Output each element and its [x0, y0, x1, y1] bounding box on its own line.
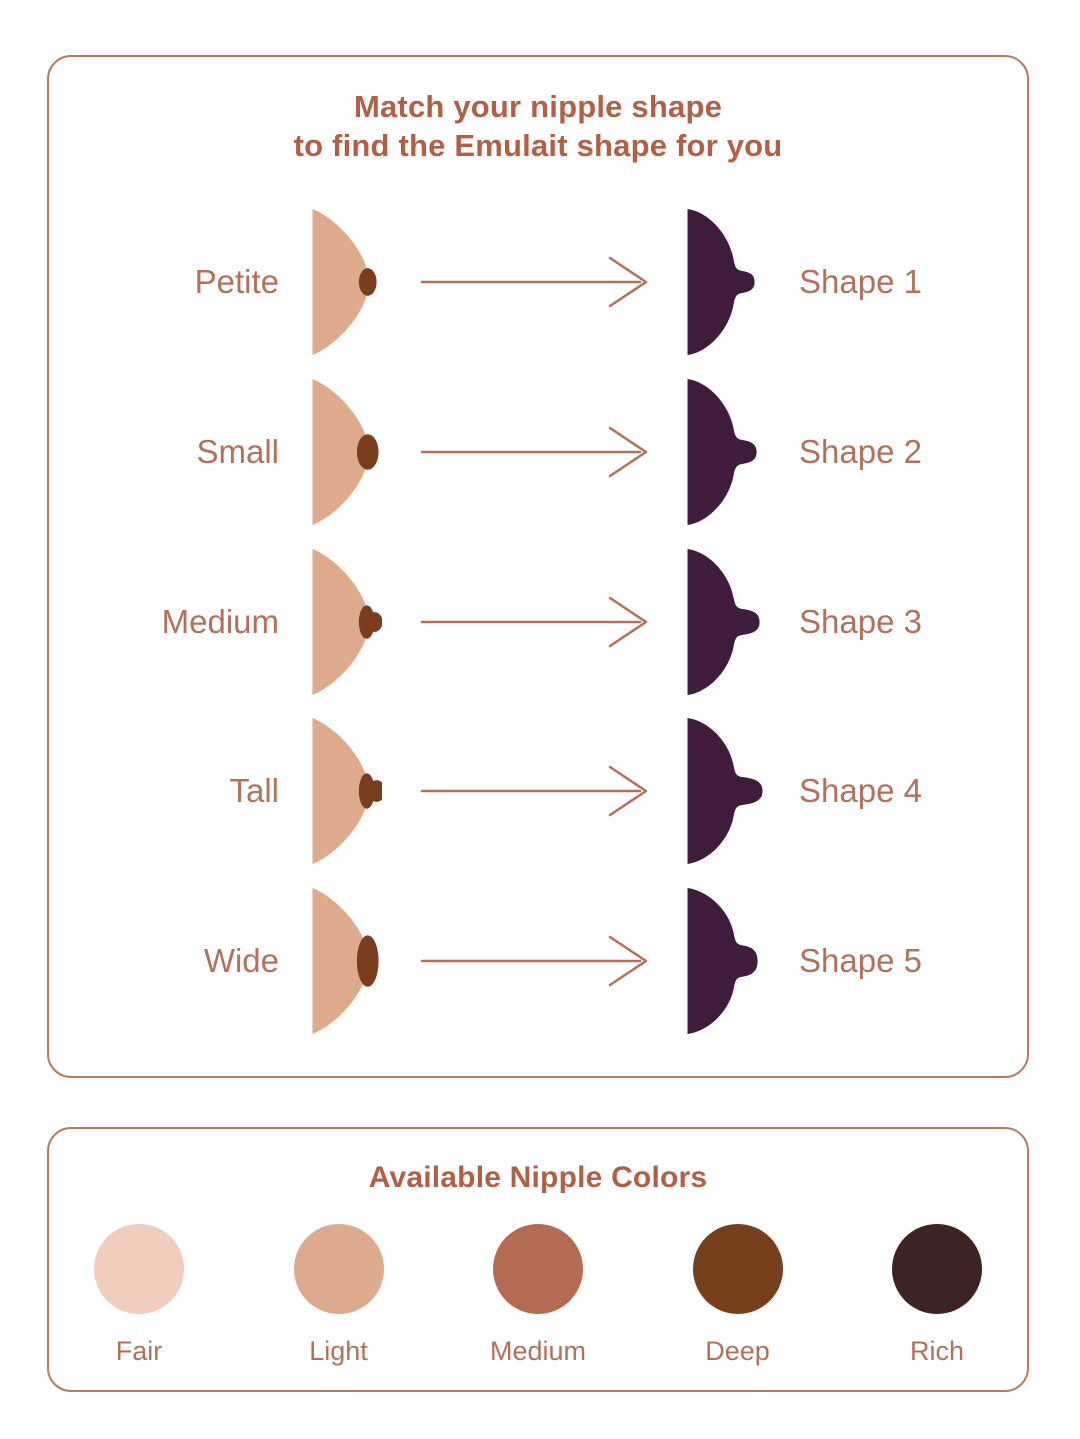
- swatch-fair: [64, 1224, 214, 1367]
- shape-matching-panel: [47, 55, 1029, 1078]
- nipple-type-label: Petite: [194, 263, 279, 300]
- panel-title: [49, 87, 1027, 165]
- match-row-wide: [49, 886, 1027, 1036]
- bottle-shape-3-illustration: [687, 548, 767, 696]
- light-color-circle: [294, 1224, 384, 1314]
- medium-color-circle: [493, 1224, 583, 1314]
- match-row-medium: [49, 547, 1027, 697]
- nipple-type-label: Tall: [229, 772, 279, 810]
- bottle-shape-5-illustration: [687, 887, 767, 1035]
- breast-wide-illustration: [312, 887, 382, 1035]
- nipple-type-label: Small: [196, 432, 279, 470]
- swatch-label: Medium: [489, 1336, 587, 1366]
- breast-tall-illustration: [312, 717, 382, 865]
- arrow-icon: [420, 254, 650, 310]
- panel-title-line2: to find the Emulait shape for you: [293, 128, 783, 163]
- swatch-label: Light: [309, 1336, 368, 1366]
- breast-medium-illustration: [312, 548, 382, 696]
- shape-label: Shape 3: [799, 602, 922, 640]
- swatch-rich: [862, 1224, 1012, 1367]
- deep-color-circle: [693, 1224, 783, 1314]
- breast-petite-illustration: [312, 208, 382, 356]
- nipple-type-label: Wide: [203, 942, 279, 979]
- swatch-label: Fair: [115, 1336, 163, 1366]
- fair-color-circle: [94, 1224, 184, 1314]
- breast-small-illustration: [312, 378, 382, 526]
- nipple-colors-panel: [47, 1127, 1029, 1392]
- nipple-type-label: Medium: [161, 602, 279, 640]
- match-row-small: [49, 377, 1027, 527]
- swatch-light: [264, 1224, 414, 1367]
- swatch-label: Rich: [909, 1336, 964, 1366]
- arrow-icon: [420, 933, 650, 989]
- bottle-shape-2-illustration: [687, 378, 767, 526]
- panel-title-line1: Match your nipple shape: [353, 89, 723, 124]
- colors-panel-title: Available Nipple Colors: [368, 1161, 708, 1194]
- shape-label: Shape 4: [799, 772, 922, 810]
- swatch-medium: [463, 1224, 613, 1367]
- shape-label: Shape 1: [799, 263, 922, 300]
- swatch-deep: [663, 1224, 813, 1367]
- match-row-tall: [49, 716, 1027, 866]
- shape-label: Shape 2: [799, 432, 922, 470]
- match-rows: [49, 207, 1027, 1036]
- bottle-shape-1-illustration: [687, 208, 767, 356]
- arrow-icon: [420, 424, 650, 480]
- rich-color-circle: [892, 1224, 982, 1314]
- arrow-icon: [420, 594, 650, 650]
- shape-label: Shape 5: [799, 942, 922, 979]
- match-row-petite: [49, 207, 1027, 357]
- bottle-shape-4-illustration: [687, 717, 767, 865]
- color-swatch-row: [64, 1224, 1012, 1367]
- arrow-icon: [420, 763, 650, 819]
- swatch-label: Deep: [705, 1336, 770, 1366]
